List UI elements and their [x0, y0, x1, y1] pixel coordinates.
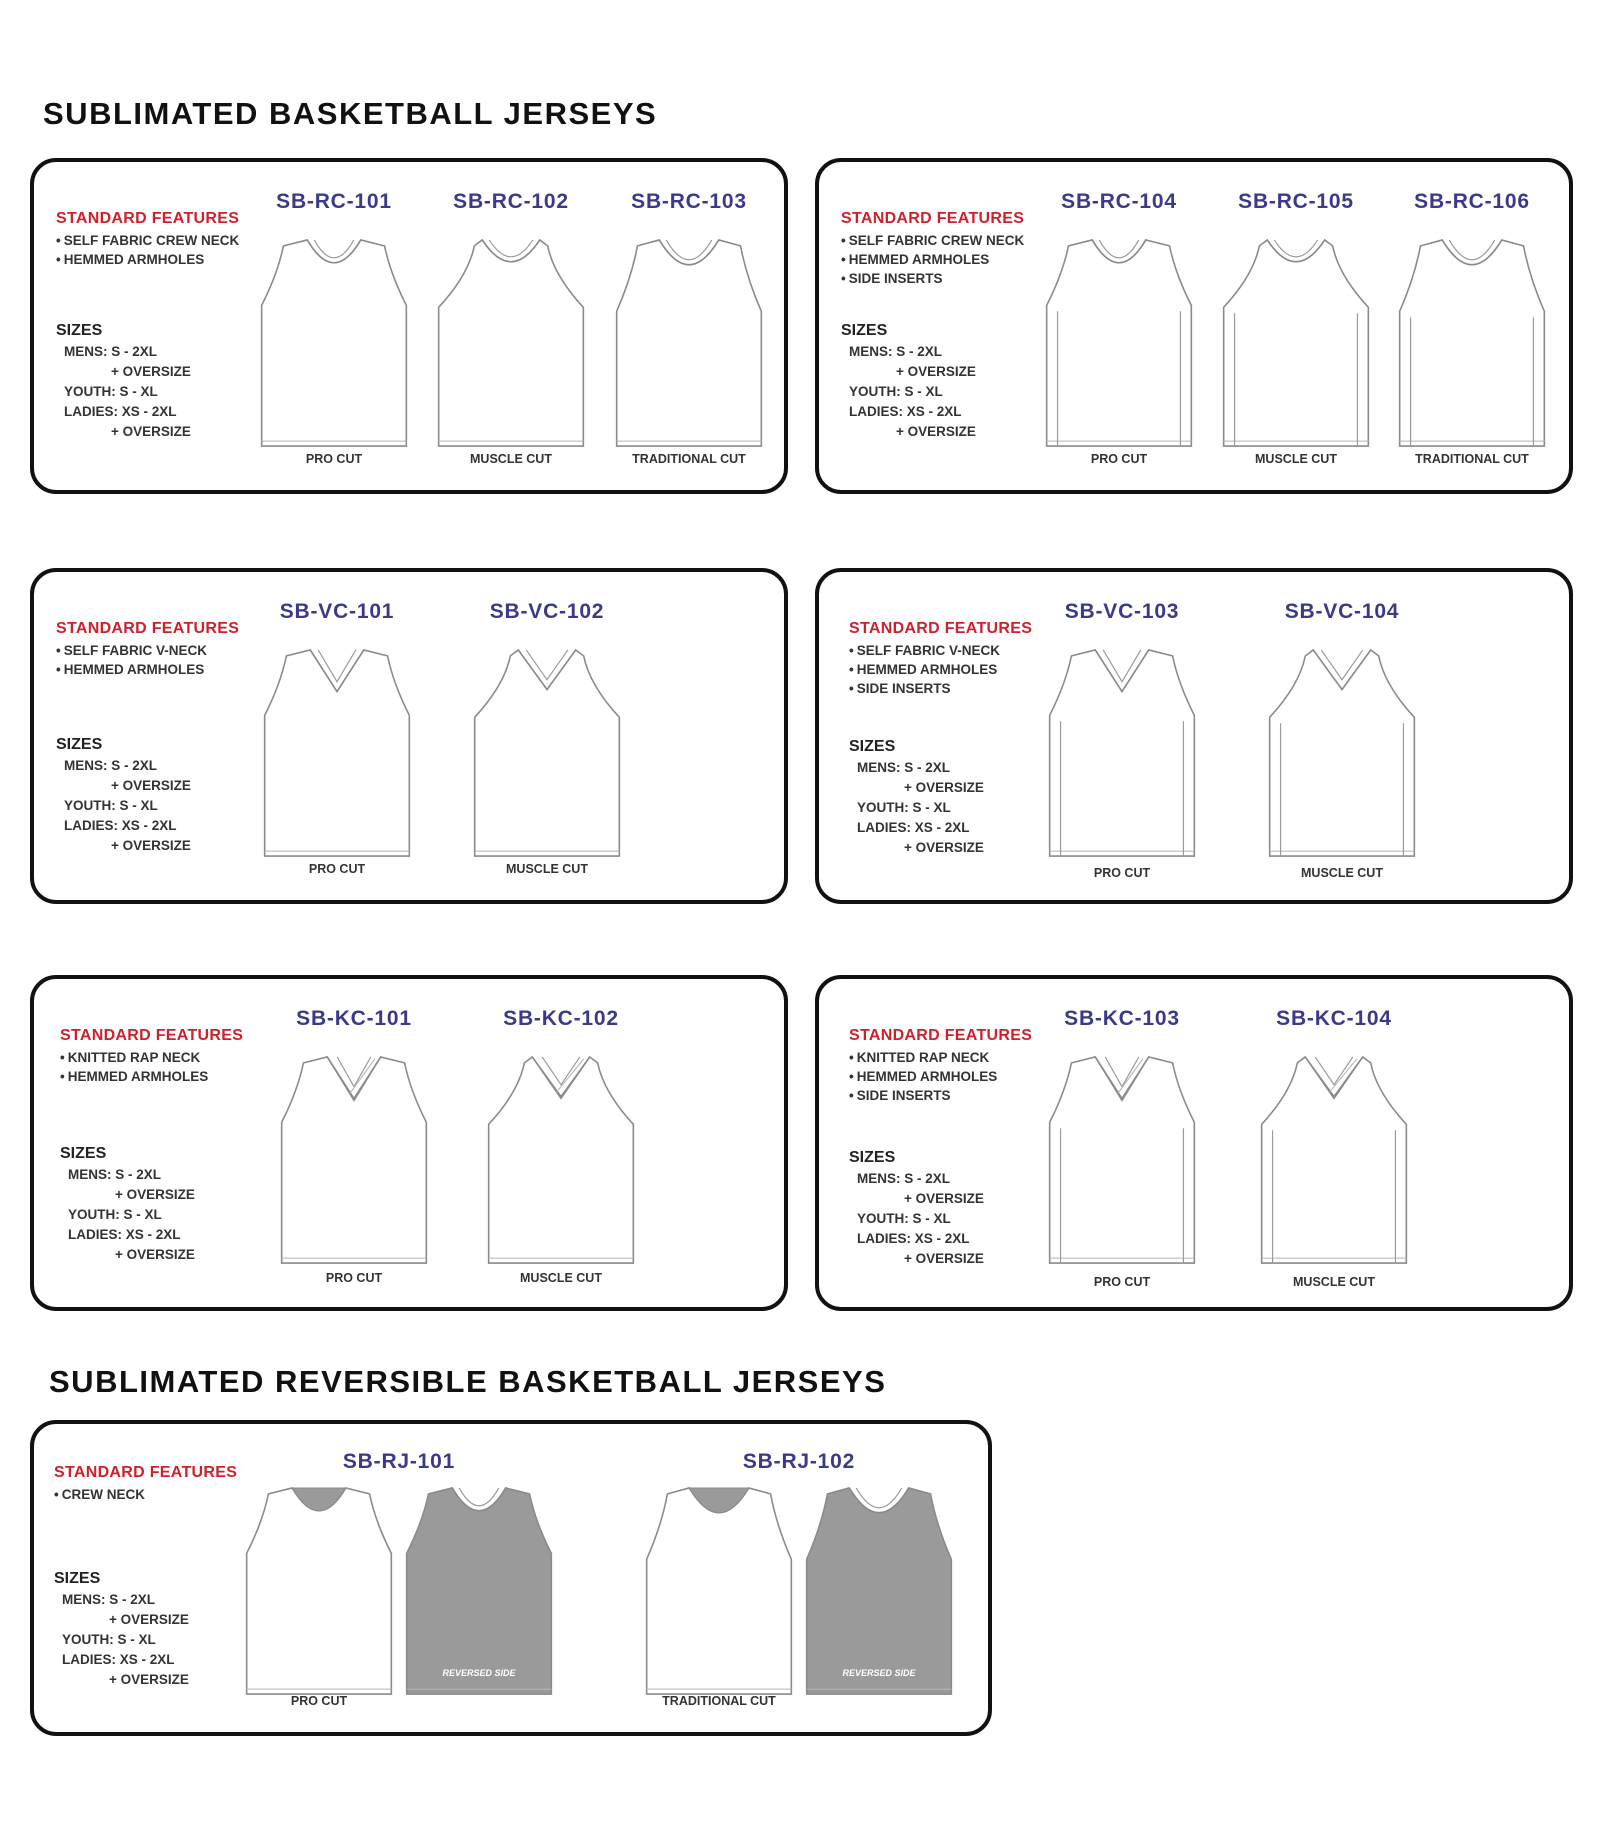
jersey-illustration — [472, 644, 622, 862]
size-row: + OVERSIZE — [109, 1672, 189, 1687]
jersey-code: SB-RC-105 — [1238, 190, 1354, 213]
sizes-block — [56, 322, 191, 442]
features-block — [54, 1464, 237, 1504]
size-row: + OVERSIZE — [111, 838, 191, 853]
feature-item: • SELF FABRIC V-NECK — [849, 641, 1032, 660]
sizes-block — [849, 738, 984, 858]
sizes-block — [56, 736, 191, 856]
feature-item: • HEMMED ARMHOLES — [60, 1067, 243, 1086]
product-panel — [30, 1420, 992, 1736]
size-row: LADIES: XS - 2XL — [64, 404, 177, 419]
jersey-code: SB-VC-103 — [1064, 600, 1180, 623]
feature-item: • SELF FABRIC CREW NECK — [56, 231, 239, 250]
jersey-code: SB-RC-104 — [1061, 190, 1177, 213]
size-row: + OVERSIZE — [904, 840, 984, 855]
features-block — [56, 210, 239, 269]
standard-features-title: STANDARD FEATURES — [60, 1027, 244, 1044]
size-row: MENS: S - 2XL — [62, 1592, 156, 1607]
cut-label: TRADITIONAL CUT — [632, 452, 746, 466]
size-row: + OVERSIZE — [896, 424, 976, 439]
jersey-illustration — [259, 234, 409, 452]
product-panel — [815, 158, 1573, 494]
size-row: MENS: S - 2XL — [64, 344, 158, 359]
product-panel — [30, 975, 788, 1311]
size-row: MENS: S - 2XL — [68, 1167, 162, 1182]
jersey-body — [247, 1488, 392, 1694]
cut-label: PRO CUT — [1090, 452, 1148, 466]
size-row: + OVERSIZE — [111, 424, 191, 439]
jersey-front-illustration — [644, 1482, 794, 1700]
size-row: MENS: S - 2XL — [857, 760, 951, 775]
jersey-code: SB-RC-101 — [276, 190, 392, 213]
jersey-code: SB-RC-103 — [631, 190, 747, 213]
size-row: YOUTH: S - XL — [64, 384, 158, 399]
size-row: LADIES: XS - 2XL — [68, 1227, 181, 1242]
jersey-illustration — [1047, 1051, 1197, 1269]
cut-label: PRO CUT — [325, 1271, 383, 1285]
sizes-title: SIZES — [56, 736, 103, 753]
size-row: LADIES: XS - 2XL — [857, 820, 970, 835]
cut-label: MUSCLE CUT — [1255, 452, 1337, 466]
cut-label: MUSCLE CUT — [1293, 1275, 1375, 1289]
standard-features-title: STANDARD FEATURES — [841, 210, 1025, 227]
jersey-body — [807, 1488, 952, 1694]
sizes-title: SIZES — [841, 322, 888, 339]
sizes-block — [849, 1149, 984, 1269]
cut-label: MUSCLE CUT — [470, 452, 552, 466]
cut-label: PRO CUT — [305, 452, 363, 466]
sizes-title: SIZES — [849, 738, 896, 755]
jersey-body — [1262, 1057, 1407, 1263]
cut-label: MUSCLE CUT — [1301, 866, 1383, 880]
feature-item: • KNITTED RAP NECK — [849, 1048, 1032, 1067]
section-title-sublimated: SUBLIMATED BASKETBALL JERSEYS — [43, 96, 658, 131]
jersey-body — [407, 1488, 552, 1694]
feature-item: • SIDE INSERTS — [849, 679, 1032, 698]
jersey-body — [475, 650, 620, 856]
standard-features-title: STANDARD FEATURES — [849, 1027, 1033, 1044]
jersey-body — [1270, 650, 1415, 856]
features-block — [849, 1027, 1032, 1105]
jersey-code: SB-RC-106 — [1414, 190, 1530, 213]
jersey-body — [647, 1488, 792, 1694]
feature-item: • HEMMED ARMHOLES — [56, 660, 239, 679]
jersey-illustration — [1267, 644, 1417, 862]
cut-label: PRO CUT — [290, 1694, 348, 1708]
product-panel — [815, 568, 1573, 904]
sizes-block — [841, 322, 976, 442]
size-row: YOUTH: S - XL — [68, 1207, 162, 1222]
sizes-block — [54, 1570, 189, 1690]
sizes-title: SIZES — [56, 322, 103, 339]
cut-label: PRO CUT — [1093, 866, 1151, 880]
size-row: LADIES: XS - 2XL — [849, 404, 962, 419]
jersey-code: SB-KC-102 — [503, 1007, 619, 1030]
size-row: YOUTH: S - XL — [849, 384, 943, 399]
feature-item: • KNITTED RAP NECK — [60, 1048, 243, 1067]
feature-item: • CREW NECK — [54, 1485, 237, 1504]
size-row: YOUTH: S - XL — [857, 800, 951, 815]
feature-item: • SIDE INSERTS — [841, 269, 1024, 288]
size-row: + OVERSIZE — [896, 364, 976, 379]
jersey-code: SB-RJ-101 — [342, 1450, 456, 1473]
features-block — [56, 620, 239, 679]
jersey-code: SB-KC-104 — [1276, 1007, 1392, 1030]
sizes-title: SIZES — [60, 1145, 107, 1162]
jersey-code: SB-KC-103 — [1064, 1007, 1180, 1030]
jersey-code: SB-VC-104 — [1284, 600, 1400, 623]
cut-label: MUSCLE CUT — [506, 862, 588, 876]
size-row: LADIES: XS - 2XL — [64, 818, 177, 833]
sizes-title: SIZES — [849, 1149, 896, 1166]
jersey-illustration — [262, 644, 412, 862]
size-row: MENS: S - 2XL — [849, 344, 943, 359]
jersey-body — [1047, 240, 1192, 446]
jersey-code: SB-VC-101 — [279, 600, 395, 623]
size-row: + OVERSIZE — [115, 1187, 195, 1202]
feature-item: • HEMMED ARMHOLES — [56, 250, 239, 269]
size-row: LADIES: XS - 2XL — [857, 1231, 970, 1246]
size-row: MENS: S - 2XL — [857, 1171, 951, 1186]
cut-label: TRADITIONAL CUT — [1415, 452, 1529, 466]
feature-item: • HEMMED ARMHOLES — [849, 660, 1032, 679]
cut-label: MUSCLE CUT — [520, 1271, 602, 1285]
jersey-front-illustration — [244, 1482, 394, 1700]
sizes-block — [60, 1145, 195, 1265]
size-row: MENS: S - 2XL — [64, 758, 158, 773]
jersey-body — [1400, 240, 1545, 446]
jersey-illustration — [486, 1051, 636, 1269]
size-row: + OVERSIZE — [109, 1612, 189, 1627]
standard-features-title: STANDARD FEATURES — [56, 210, 240, 227]
reversed-side-label: REVERSED SIDE — [842, 1668, 916, 1678]
feature-item: • SELF FABRIC CREW NECK — [841, 231, 1024, 250]
product-panel — [30, 158, 788, 494]
size-row: YOUTH: S - XL — [857, 1211, 951, 1226]
product-panel — [30, 568, 788, 904]
jersey-body — [489, 1057, 634, 1263]
size-row: + OVERSIZE — [111, 364, 191, 379]
jersey-illustration — [1047, 644, 1197, 862]
size-row: + OVERSIZE — [111, 778, 191, 793]
size-row: + OVERSIZE — [904, 780, 984, 795]
size-row: + OVERSIZE — [115, 1247, 195, 1262]
jersey-body — [262, 240, 407, 446]
section-title-reversible: SUBLIMATED REVERSIBLE BASKETBALL JERSEYS — [49, 1364, 887, 1399]
standard-features-title: STANDARD FEATURES — [54, 1464, 238, 1481]
jersey-illustration — [1259, 1051, 1409, 1269]
jersey-illustration — [1397, 234, 1547, 452]
features-block — [60, 1027, 243, 1086]
jersey-code: SB-RJ-102 — [742, 1450, 856, 1473]
product-panel — [815, 975, 1573, 1311]
reversed-side-label: REVERSED SIDE — [442, 1668, 516, 1678]
feature-item: • HEMMED ARMHOLES — [849, 1067, 1032, 1086]
jersey-code: SB-KC-101 — [296, 1007, 412, 1030]
sizes-title: SIZES — [54, 1570, 101, 1587]
jersey-illustration — [1221, 234, 1371, 452]
size-row: + OVERSIZE — [904, 1251, 984, 1266]
jersey-body — [1224, 240, 1369, 446]
jersey-body — [617, 240, 762, 446]
jersey-code: SB-VC-102 — [489, 600, 605, 623]
standard-features-title: STANDARD FEATURES — [849, 620, 1033, 637]
jersey-illustration — [614, 234, 764, 452]
features-block — [841, 210, 1024, 288]
cut-label: TRADITIONAL CUT — [662, 1694, 776, 1708]
jersey-illustration — [1044, 234, 1194, 452]
jersey-body — [439, 240, 584, 446]
jersey-illustration — [279, 1051, 429, 1269]
jersey-illustration — [436, 234, 586, 452]
size-row: LADIES: XS - 2XL — [62, 1652, 175, 1667]
jersey-code: SB-RC-102 — [453, 190, 569, 213]
cut-label: PRO CUT — [308, 862, 366, 876]
features-block — [849, 620, 1032, 698]
feature-item: • SIDE INSERTS — [849, 1086, 1032, 1105]
size-row: + OVERSIZE — [904, 1191, 984, 1206]
standard-features-title: STANDARD FEATURES — [56, 620, 240, 637]
size-row: YOUTH: S - XL — [64, 798, 158, 813]
feature-item: • SELF FABRIC V-NECK — [56, 641, 239, 660]
cut-label: PRO CUT — [1093, 1275, 1151, 1289]
feature-item: • HEMMED ARMHOLES — [841, 250, 1024, 269]
size-row: YOUTH: S - XL — [62, 1632, 156, 1647]
